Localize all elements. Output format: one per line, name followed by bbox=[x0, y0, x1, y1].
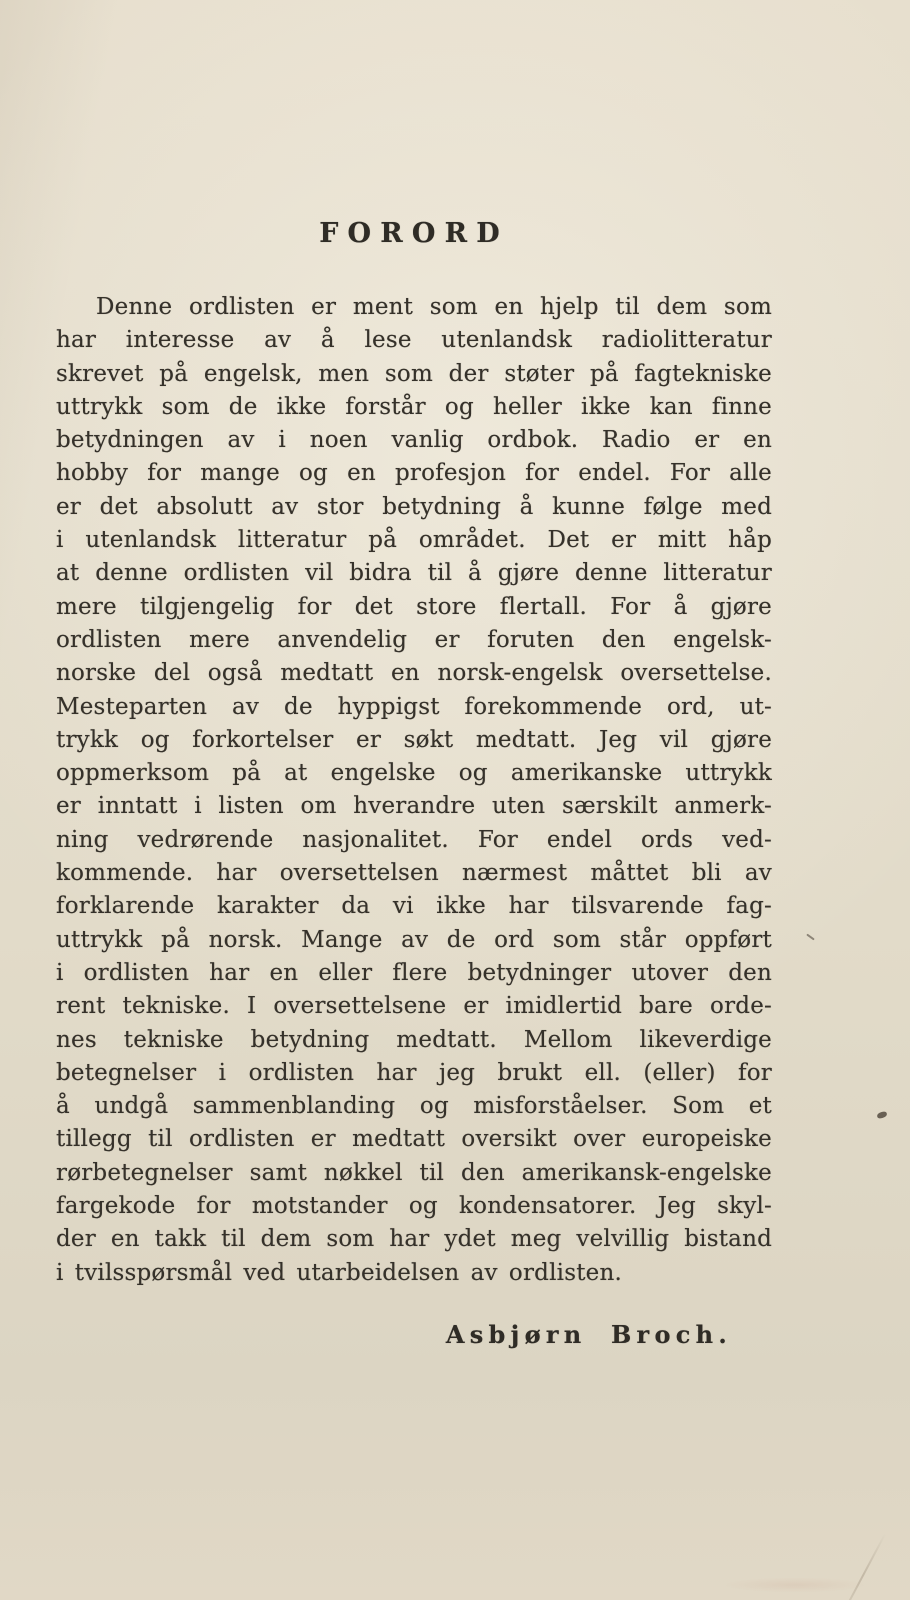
text-line: mere tilgjengelig for det store flertall. For å gjøre bbox=[56, 593, 772, 620]
text-line: å undgå sammenblanding og misforståelser. Som et bbox=[56, 1093, 772, 1120]
paper-speck bbox=[876, 1111, 887, 1119]
page-title: FORORD bbox=[319, 218, 509, 249]
text-line: trykk og forkortelser er søkt medtatt. Jeg vil gjøre bbox=[56, 726, 772, 753]
text-line: oppmerksom på at engelske og amerikanske uttrykk bbox=[56, 760, 772, 787]
paper-smudge bbox=[700, 1575, 890, 1595]
text-line: hobby for mange og en profesjon for endel. For alle bbox=[56, 460, 772, 487]
text-line: fargekode for motstander og kondensatorer. Jeg skyl- bbox=[56, 1193, 772, 1220]
text-line: der en takk til dem som har ydet meg velvillig bistand bbox=[56, 1226, 772, 1253]
text-line: ordlisten mere anvendelig er foruten den engelsk- bbox=[56, 626, 772, 653]
text-line: Denne ordlisten er ment som en hjelp til dem som bbox=[96, 294, 772, 320]
text-line: er inntatt i listen om hverandre uten særskilt anmerk- bbox=[56, 793, 772, 820]
text-line: Mesteparten av de hyppigst forekommende ord, ut- bbox=[56, 693, 772, 720]
text-line: rent tekniske. I oversettelsene er imidlertid bare orde- bbox=[56, 993, 772, 1020]
text-line: er det absolutt av stor betydning å kunne følge med bbox=[56, 493, 772, 520]
text-line: tillegg til ordlisten er medtatt oversikt over europeiske bbox=[56, 1126, 772, 1153]
text-line: ning vedrørende nasjonalitet. For endel ords ved- bbox=[56, 826, 772, 853]
author-signature: Asbjørn Broch. bbox=[445, 1320, 732, 1349]
text-line: uttrykk som de ikke forstår og heller ikke kan finne bbox=[56, 393, 772, 420]
text-line: skrevet på engelsk, men som der støter på fagtekniske bbox=[56, 360, 772, 387]
text-line: norske del også medtatt en norsk-engelsk oversettelse. bbox=[56, 660, 772, 687]
text-line: har interesse av å lese utenlandsk radiolitteratur bbox=[56, 327, 772, 354]
text-line: forklarende karakter da vi ikke har tilsvarende fag- bbox=[56, 893, 772, 920]
paper-speck bbox=[806, 934, 815, 941]
text-line: uttrykk på norsk. Mange av de ord som står oppført bbox=[56, 926, 772, 953]
text-line: rørbetegnelser samt nøkkel til den amerikansk-engelske bbox=[56, 1159, 772, 1186]
text-line: i ordlisten har en eller flere betydninger utover den bbox=[56, 959, 772, 986]
text-line: i utenlandsk litteratur på området. Det er mitt håp bbox=[56, 527, 772, 554]
text-line: nes tekniske betydning medtatt. Mellom likeverdige bbox=[56, 1026, 772, 1053]
text-line: i tvilsspørsmål ved utarbeidelsen av ordlisten. bbox=[56, 1259, 622, 1286]
foreword-body-text bbox=[56, 291, 772, 1290]
text-line: betegnelser i ordlisten har jeg brukt ell. (eller) for bbox=[56, 1059, 772, 1086]
text-line: at denne ordlisten vil bidra til å gjøre denne litteratur bbox=[56, 560, 772, 587]
text-line: kommende. har oversettelsen nærmest måttet bli av bbox=[56, 860, 772, 887]
text-line: betydningen av i noen vanlig ordbok. Radio er en bbox=[56, 427, 772, 454]
